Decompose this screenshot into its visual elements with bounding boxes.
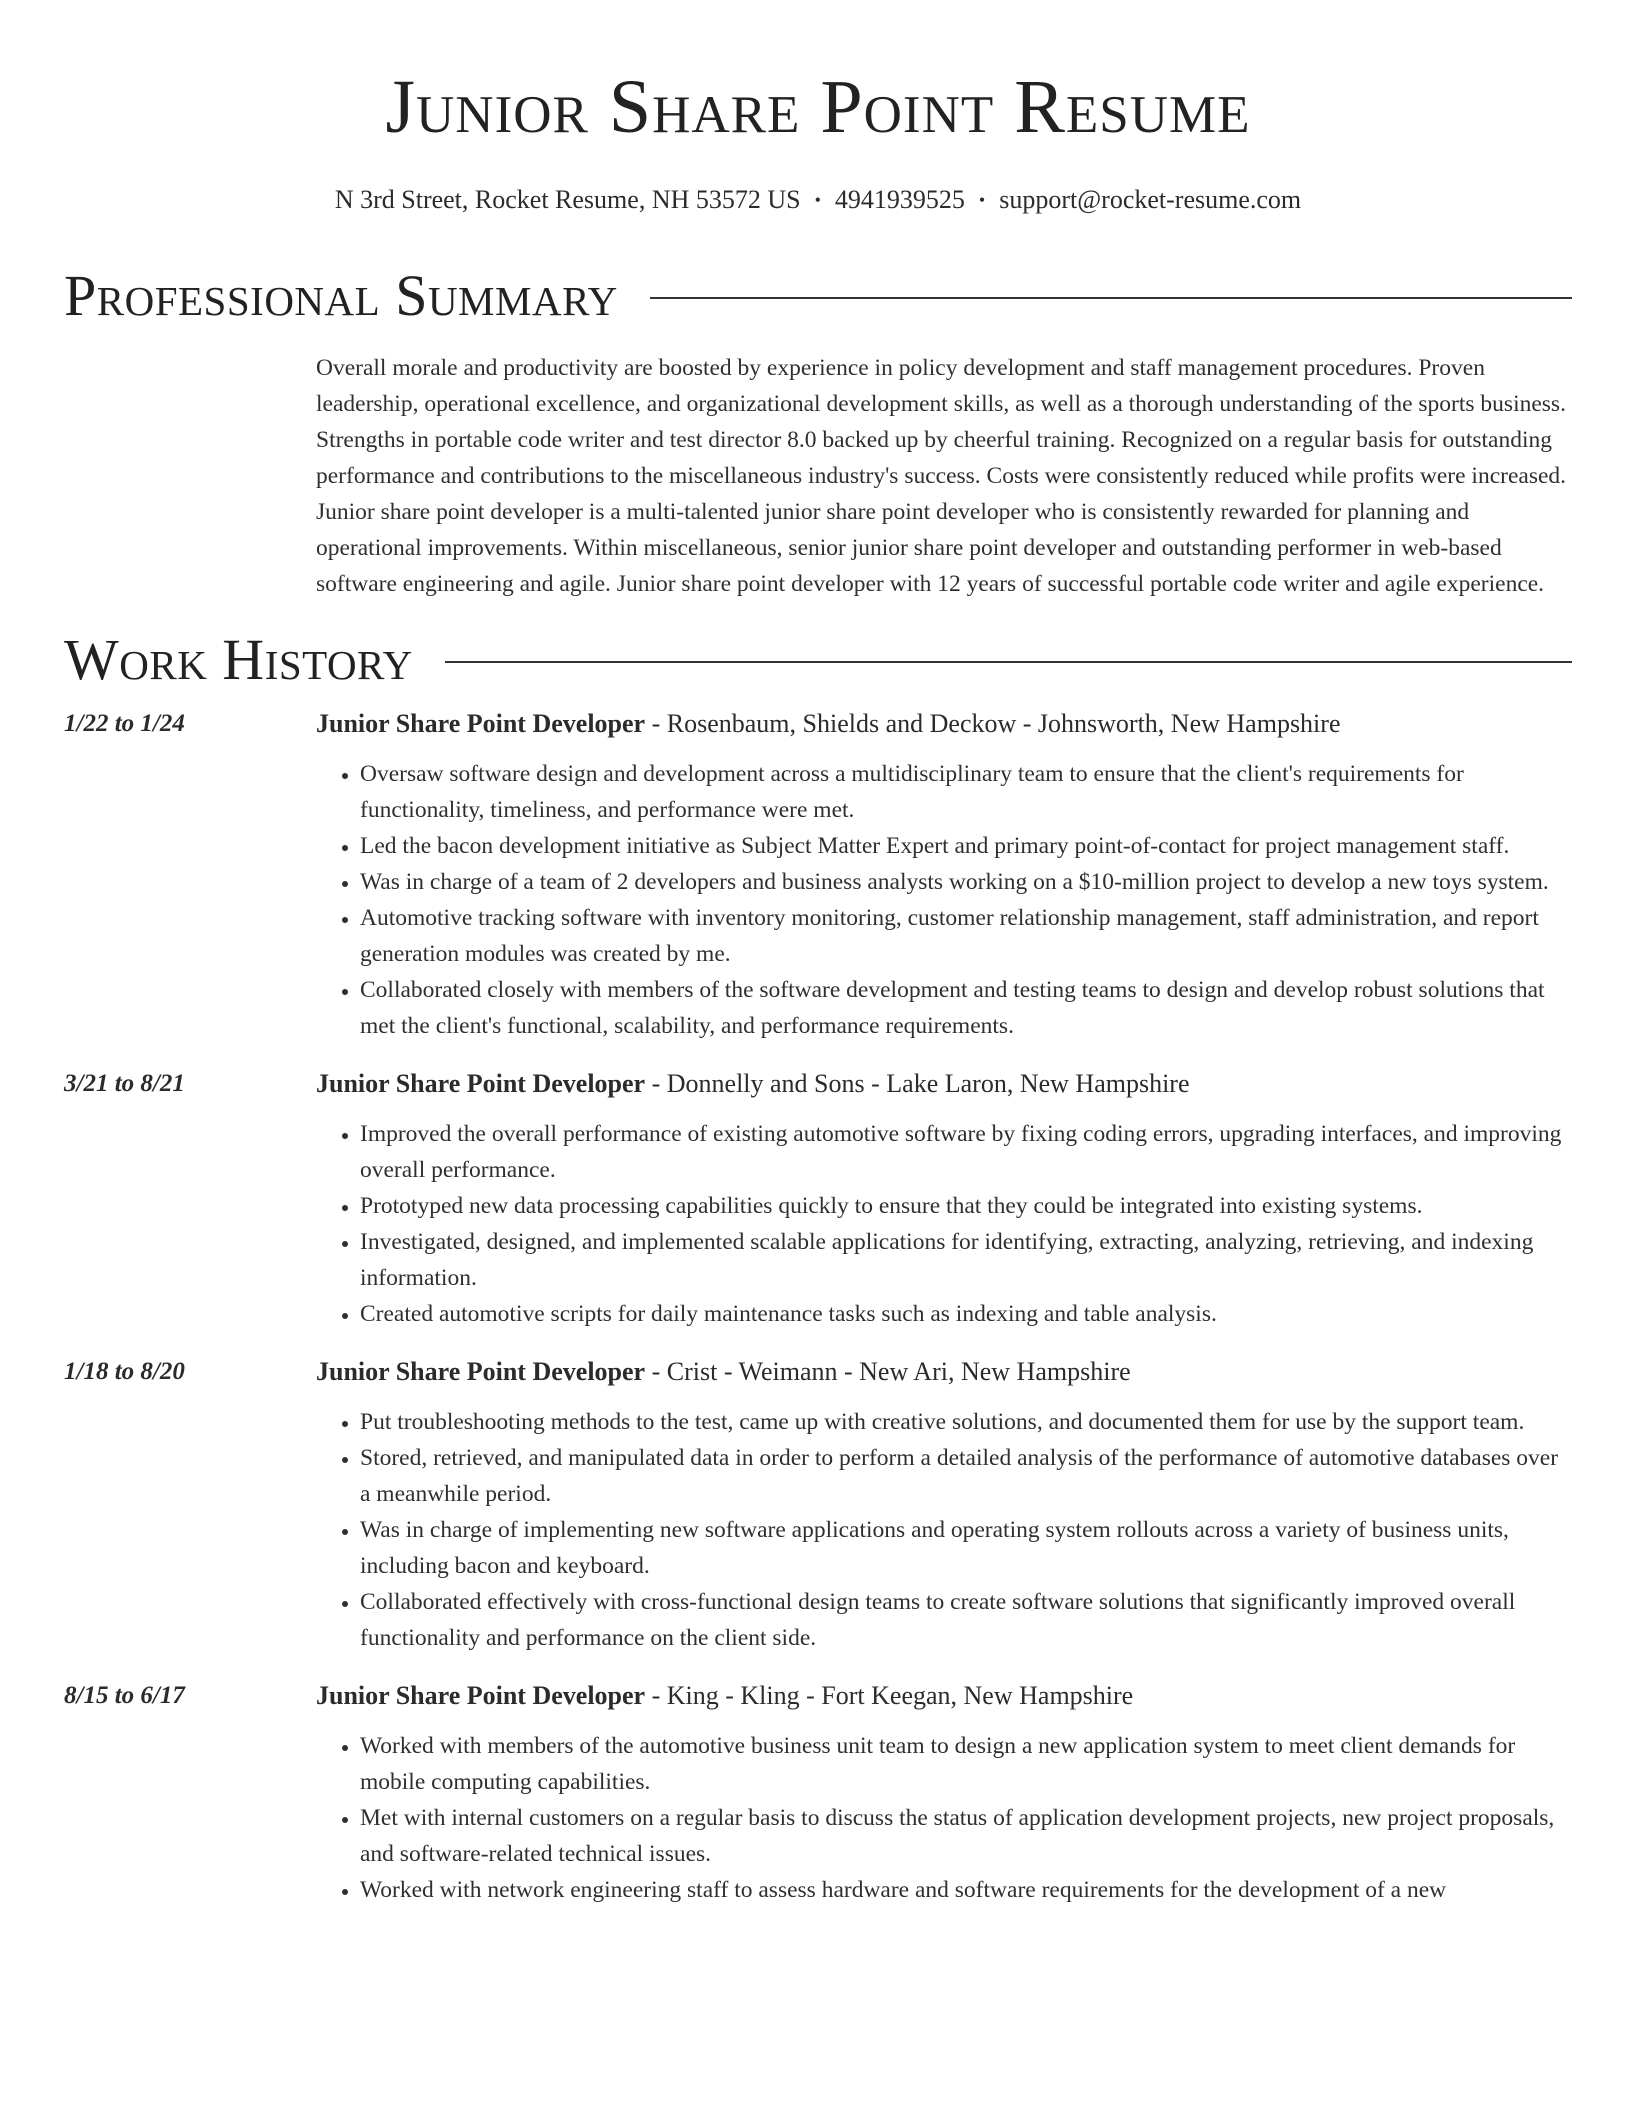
job-role: Junior Share Point Developer bbox=[316, 709, 646, 738]
job-body bbox=[316, 706, 1572, 1044]
contact-line bbox=[64, 184, 1572, 218]
job-title-line bbox=[316, 1354, 1572, 1390]
contact-email: support@rocket-resume.com bbox=[999, 185, 1302, 214]
job-duties-list bbox=[316, 1116, 1572, 1332]
section-divider bbox=[445, 661, 1572, 663]
contact-address: N 3rd Street, Rocket Resume, NH 53572 US bbox=[334, 185, 801, 214]
duty-item: • Put troubleshooting methods to the test, came up with creative solutions, and documented them for use by the support team. bbox=[360, 1404, 1572, 1440]
duty-item: • Oversaw software design and development across a multidisciplinary team to ensure that the client's requirements for functionality, timeliness, and performance were met. bbox=[360, 756, 1572, 828]
job-duties-list bbox=[316, 1728, 1572, 1908]
resume-page bbox=[64, 0, 1572, 1908]
job-body bbox=[316, 1066, 1572, 1332]
duty-item: • Collaborated effectively with cross-functional design teams to create software solutions that significantly improved overall functionality and performance on the client side. bbox=[360, 1584, 1572, 1656]
job-entry bbox=[64, 706, 1572, 1044]
duty-item: • Met with internal customers on a regular basis to discuss the status of application development projects, new project proposals, and software-related technical issues. bbox=[360, 1800, 1572, 1872]
duty-item: • Worked with network engineering staff to assess hardware and software requirements for the development of a new bbox=[360, 1872, 1572, 1908]
duty-item: • Led the bacon development initiative as Subject Matter Expert and primary point-of-contact for project management staff. bbox=[360, 828, 1572, 864]
job-entry bbox=[64, 1678, 1572, 1908]
duty-item: • Collaborated closely with members of the software development and testing teams to design and develop robust solutions that met the client's functional, scalability, and performance requirements. bbox=[360, 972, 1572, 1044]
duty-item: • Improved the overall performance of existing automotive software by fixing coding errors, upgrading interfaces, and improving overall performance. bbox=[360, 1116, 1572, 1188]
job-title-line bbox=[316, 1678, 1572, 1714]
contact-phone: 4941939525 bbox=[834, 185, 965, 214]
job-duties-list bbox=[316, 756, 1572, 1044]
job-dates: 3/21 to 8/21 bbox=[64, 1070, 185, 1097]
duty-item: • Was in charge of a team of 2 developers and business analysts working on a $10-million project to develop a new toys system. bbox=[360, 864, 1572, 900]
contact-separator: • bbox=[814, 190, 821, 210]
job-title-line bbox=[316, 706, 1572, 742]
job-duties-list bbox=[316, 1404, 1572, 1656]
job-company-location: - Rosenbaum, Shields and Deckow - Johnsworth, New Hampshire bbox=[645, 709, 1341, 738]
job-title-line bbox=[316, 1066, 1572, 1102]
job-body bbox=[316, 1678, 1572, 1908]
duty-item: • Prototyped new data processing capabilities quickly to ensure that they could be integrated into existing systems. bbox=[360, 1188, 1572, 1224]
contact-separator: • bbox=[978, 190, 986, 210]
work-history-section-header bbox=[64, 628, 1572, 692]
summary-text: Overall morale and productivity are boosted by experience in policy development and staff management procedures. Proven leadership, operational excellence, and organizational development skills, as well as a thorough understanding of the sports business. Strengths in portable code writer and test director 8.0 backed up by cheerful training. Recognized on a regular basis for outstanding performance and contributions to the miscellaneous industry's success. Costs were consistently reduced while profits were increased. Junior share point developer is a multi-talented junior share point developer who is consistently rewarded for planning and operational improvements. Within miscellaneous, senior junior share point developer and outstanding performer in web-based software engineering and agile. Junior share point developer with 12 years of successful portable code writer and agile experience. bbox=[316, 355, 1567, 597]
job-role: Junior Share Point Developer bbox=[316, 1681, 646, 1710]
work-history-heading: Work History bbox=[64, 627, 413, 692]
summary-section-header bbox=[64, 264, 1572, 328]
job-role: Junior Share Point Developer bbox=[316, 1069, 646, 1098]
section-divider bbox=[650, 297, 1572, 299]
job-dates: 8/15 to 6/17 bbox=[64, 1682, 185, 1709]
work-history-list bbox=[64, 706, 1572, 1908]
job-dates: 1/18 to 8/20 bbox=[64, 1358, 185, 1385]
duty-item: • Was in charge of implementing new software applications and operating system rollouts across a variety of business units, including bacon and keyboard. bbox=[360, 1512, 1572, 1584]
job-company-location: - King - Kling - Fort Keegan, New Hampshire bbox=[645, 1681, 1134, 1710]
job-role: Junior Share Point Developer bbox=[316, 1357, 646, 1386]
job-dates: 1/22 to 1/24 bbox=[64, 710, 185, 737]
job-entry bbox=[64, 1066, 1572, 1332]
duty-item: • Created automotive scripts for daily maintenance tasks such as indexing and table analysis. bbox=[360, 1296, 1572, 1332]
duty-item: • Stored, retrieved, and manipulated data in order to perform a detailed analysis of the performance of automotive databases over a meanwhile period. bbox=[360, 1440, 1572, 1512]
job-company-location: - Donnelly and Sons - Lake Laron, New Hampshire bbox=[645, 1069, 1190, 1098]
duty-item: • Investigated, designed, and implemented scalable applications for identifying, extracting, analyzing, retrieving, and indexing information. bbox=[360, 1224, 1572, 1296]
duty-item: • Automotive tracking software with inventory monitoring, customer relationship management, staff administration, and report generation modules was created by me. bbox=[360, 900, 1572, 972]
duty-item: • Worked with members of the automotive business unit team to design a new application system to meet client demands for mobile computing capabilities. bbox=[360, 1728, 1572, 1800]
job-entry bbox=[64, 1354, 1572, 1656]
job-body bbox=[316, 1354, 1572, 1656]
job-company-location: - Crist - Weimann - New Ari, New Hampshire bbox=[645, 1357, 1131, 1386]
resume-title: Junior Share Point Resume bbox=[385, 65, 1251, 149]
summary-heading: Professional Summary bbox=[64, 263, 618, 328]
